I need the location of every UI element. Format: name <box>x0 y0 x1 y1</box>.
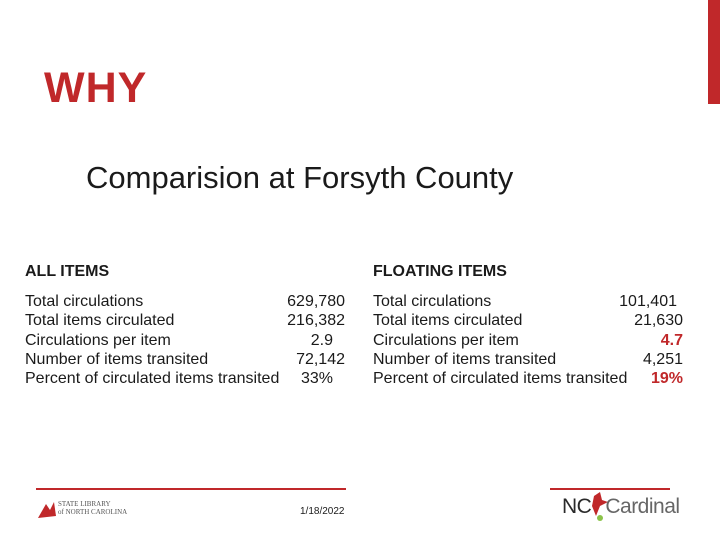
state-library-wordmark <box>58 500 127 516</box>
state-library-line1: STATE LIBRARY <box>58 500 111 508</box>
stat-value: 629,780 <box>287 293 345 310</box>
nc-cardinal-wordmark <box>562 494 680 520</box>
footer-divider <box>36 488 346 490</box>
nc-cardinal-name: Cardinal <box>605 495 680 518</box>
stat-row <box>25 350 345 369</box>
stat-label: Total circulations <box>373 293 492 310</box>
stat-value-highlight: 4.7 <box>660 331 683 349</box>
all-items-heading: ALL ITEMS <box>25 263 110 280</box>
stat-row <box>373 292 683 311</box>
stat-label: Total items circulated <box>373 312 523 330</box>
accent-bar <box>708 0 720 104</box>
stat-value: 2.9 <box>310 331 333 349</box>
stat-value: 21,630 <box>634 312 683 330</box>
slide-title: WHY <box>44 64 148 112</box>
stat-value: 4,251 <box>642 350 683 368</box>
stat-value: 72,142 <box>296 350 345 368</box>
stat-label: Percent of circulated items transited <box>25 370 280 388</box>
slide-date: 1/18/2022 <box>300 506 345 517</box>
stat-value: 101,401 <box>619 293 677 310</box>
stat-row <box>373 311 683 330</box>
slide-subtitle: Comparision at Forsyth County <box>86 160 514 195</box>
stat-value: 33% <box>300 370 333 388</box>
stat-row <box>25 369 345 388</box>
stat-label: Percent of circulated items transited <box>373 370 628 388</box>
stat-label: Circulations per item <box>25 331 171 349</box>
stat-row <box>373 369 683 388</box>
stat-row <box>373 331 683 350</box>
stat-label: Total circulations <box>25 293 144 310</box>
stat-label: Number of items transited <box>25 350 209 368</box>
stat-value: 216,382 <box>287 312 345 330</box>
stat-row <box>25 311 345 330</box>
state-library-mark-icon <box>38 502 56 518</box>
floating-items-stats <box>373 292 683 388</box>
stat-label: Total items circulated <box>25 312 175 330</box>
all-items-stats <box>25 292 345 388</box>
stat-label: Number of items transited <box>373 350 557 368</box>
stat-row <box>25 331 345 350</box>
stat-row <box>373 350 683 369</box>
stat-label: Circulations per item <box>373 331 519 349</box>
stat-row <box>25 292 345 311</box>
nc-cardinal-nc: NC <box>562 495 592 518</box>
floating-items-heading: FLOATING ITEMS <box>373 263 507 280</box>
state-library-line2: of NORTH CAROLINA <box>58 508 128 516</box>
stat-value-highlight: 19% <box>650 370 683 388</box>
